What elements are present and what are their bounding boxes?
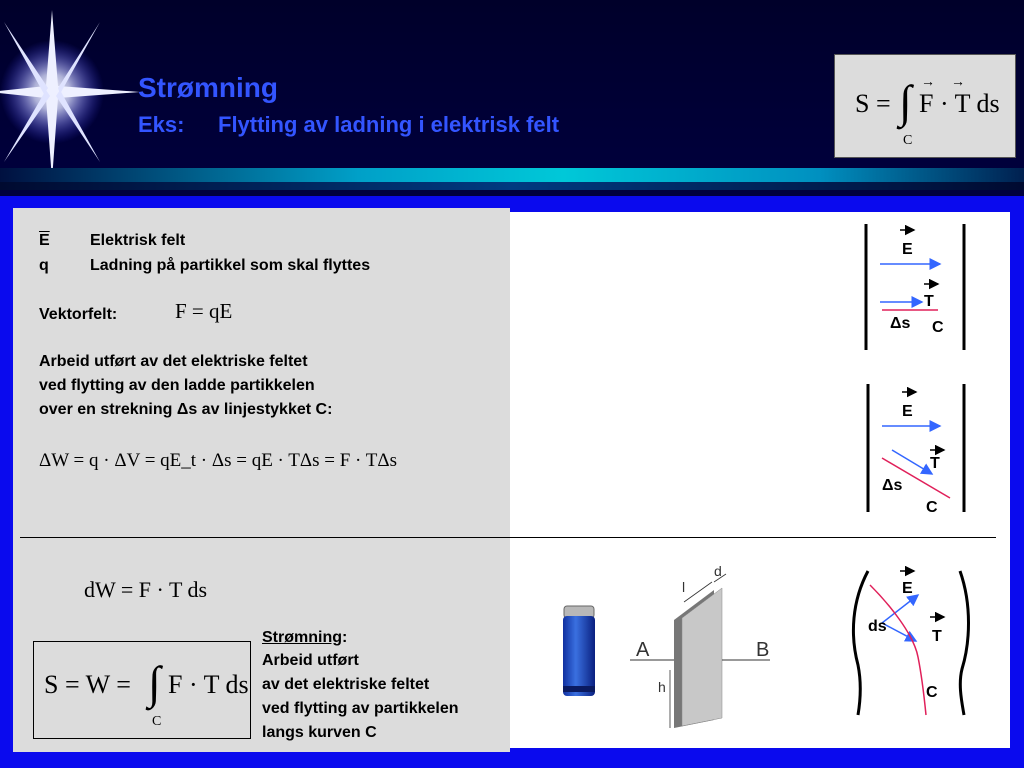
arbeid-line-1: Arbeid utført av det elektriske feltet bbox=[39, 353, 308, 370]
d2-label-ds: Δs bbox=[882, 477, 903, 494]
work-formula-box bbox=[33, 641, 251, 739]
arbeid-line-2: ved flytting av den ladde partikkelen bbox=[39, 377, 315, 394]
d1-label-c: C bbox=[932, 319, 944, 336]
vector-arrow-t: → bbox=[951, 75, 965, 90]
d1-label-t: T bbox=[924, 293, 934, 310]
d2-label-c: C bbox=[926, 499, 938, 515]
cap-label-d: d bbox=[714, 563, 722, 579]
work-formula-lhs: S = W = bbox=[44, 670, 131, 699]
dw-formula: dW = F · T ds bbox=[84, 577, 208, 602]
d3-label-t: T bbox=[932, 628, 942, 645]
field-diagram-3 bbox=[850, 565, 975, 720]
work-formula-lower-limit: C bbox=[152, 714, 162, 729]
formula-integrand: F · T ds bbox=[919, 89, 1000, 118]
d2-label-e: E bbox=[902, 403, 913, 420]
battery-image bbox=[558, 600, 602, 700]
d3-label-c: C bbox=[926, 684, 938, 701]
symbol-e: $\overline{E}$ bbox=[39, 232, 50, 249]
header-band-dark bbox=[0, 182, 1024, 190]
header-band bbox=[0, 168, 1024, 182]
cap-label-l: l bbox=[682, 579, 686, 595]
capacitor-diagram bbox=[630, 560, 780, 740]
stromning-heading-word: Strømning bbox=[262, 629, 342, 646]
symbol-q: q bbox=[39, 257, 49, 274]
integral-sign: ∫ bbox=[899, 76, 912, 127]
d3-label-ds: ds bbox=[868, 618, 887, 635]
work-integral-sign: ∫ bbox=[148, 657, 161, 708]
stromning-line-1: Arbeid utført bbox=[262, 652, 359, 669]
line-integral-formula-box bbox=[834, 54, 1016, 158]
cap-label-a: A bbox=[636, 639, 650, 661]
definition-e: Elektrisk felt bbox=[90, 232, 186, 249]
slide-title: Strømning bbox=[138, 72, 278, 103]
vektorfelt-label: Vektorfelt: bbox=[39, 306, 118, 323]
stromning-heading bbox=[262, 628, 347, 647]
formula-lower-limit: C bbox=[903, 133, 913, 148]
section-divider bbox=[20, 537, 996, 538]
delta-w-formula: ΔW = q · ΔV = qE_t · Δs = qE · TΔs = F · TΔs bbox=[39, 450, 397, 471]
cap-label-h: h bbox=[658, 679, 666, 695]
vector-arrow-f: → bbox=[921, 75, 935, 90]
field-diagram-1 bbox=[860, 220, 970, 355]
d3-label-e: E bbox=[902, 580, 913, 597]
cap-label-b: B bbox=[756, 639, 770, 661]
d1-label-ds: Δs bbox=[890, 315, 911, 332]
field-diagram-2 bbox=[860, 380, 970, 515]
formula-lhs: S = bbox=[855, 89, 891, 118]
vektorfelt-formula: F = qE bbox=[175, 299, 233, 323]
slide-subtitle: Flytting av ladning i elektrisk felt bbox=[218, 112, 560, 137]
stromning-line-3: ved flytting av partikkelen bbox=[262, 700, 459, 717]
slide-subtitle-label: Eks: bbox=[138, 112, 185, 137]
star-decoration bbox=[0, 0, 150, 190]
d2-label-t: T bbox=[930, 455, 940, 472]
stromning-heading-colon: : bbox=[342, 629, 348, 646]
stromning-line-2: av det elektriske feltet bbox=[262, 676, 430, 693]
arbeid-line-3: over en strekning Δs av linjestykket C: bbox=[39, 401, 333, 418]
definition-q: Ladning på partikkel som skal flyttes bbox=[90, 257, 371, 274]
work-formula-integrand: F · T ds bbox=[168, 670, 249, 699]
d1-label-e: E bbox=[902, 241, 913, 258]
stromning-line-4: langs kurven C bbox=[262, 724, 377, 741]
